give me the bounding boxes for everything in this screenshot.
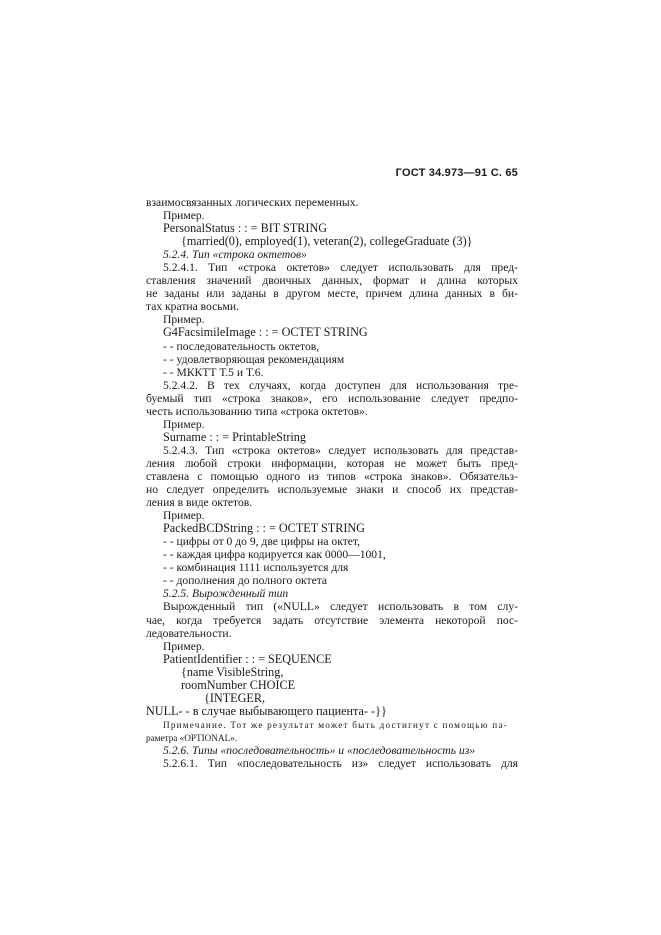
code-line: PatientIdentifier : : = SEQUENCE: [163, 651, 332, 666]
note-line: Примечание. Тот же результат может быть достигнут с помощью па-: [163, 719, 508, 730]
code-line: roomNumber CHOICE: [181, 677, 296, 692]
text-line: 5.2.6.1. Тип «последовательность из» следует использовать для: [163, 756, 518, 770]
text-line: Вырожденный тип («NULL» следует использовать в том слу-: [163, 600, 518, 614]
text-line: ления любой строки информации, которая не может быть пред-: [146, 456, 518, 470]
example-label: Пример.: [163, 639, 205, 653]
text-line: но следует определить используемые знаки и способ их представ-: [146, 483, 518, 497]
text-line: тах кратна восьми.: [146, 300, 239, 314]
example-label: Пример.: [163, 313, 205, 327]
code-comment: - - комбинация 1111 используется для: [163, 561, 349, 575]
text-line: 5.2.4.3. Тип «строка октетов» следует использовать для представ-: [163, 443, 518, 457]
code-comment: - - цифры от 0 до 9, две цифры на октет,: [163, 535, 361, 549]
code-comment: - - дополнения до полного октета: [163, 574, 328, 588]
section-heading: 5.2.6. Типы «последовательность» и «последовательность из»: [163, 743, 476, 757]
code-comment: - - удовлетворяющая рекомендациям: [163, 352, 345, 366]
example-label: Пример.: [163, 209, 205, 223]
example-label: Пример.: [163, 509, 205, 523]
note-line: раметра «OPTIONAL».: [146, 732, 238, 743]
text-line: взаимосвязанных логических переменных.: [146, 196, 359, 209]
code-line: PersonalStatus : : = BIT STRING: [163, 221, 328, 236]
code-line: Surname : : = PrintableString: [163, 429, 306, 444]
text-line: честь использованию типа «строка октетов».: [146, 404, 368, 418]
section-heading: 5.2.5. Вырожденный тип: [163, 587, 289, 601]
code-line: {married(0), employed(1), veteran(2), collegeGraduate (3)}: [181, 234, 473, 249]
example-label: Пример.: [163, 417, 205, 431]
code-line: PackedBCDString : : = OCTET STRING: [163, 521, 365, 536]
code-line: NULL- - в случае выбывающего пациента- -}}: [146, 703, 387, 718]
document-body: [146, 196, 518, 770]
code-line: {INTEGER,: [204, 690, 266, 705]
text-line: ставлена с помощью одного из типов «строка знаков». Обязательз-: [146, 469, 518, 483]
code-comment: - - последовательность октетов,: [163, 339, 320, 353]
page-header: ГОСТ 34.973—91 С. 65: [395, 167, 518, 179]
text-line: 5.2.4.1. Тип «строка октетов» следует использовать для пред-: [163, 261, 518, 275]
text-line: не заданы или заданы в другом месте, причем длина данных в би-: [146, 287, 518, 301]
text-line: чае, когда требуется задать отсутствие элемента некоторой пос-: [146, 613, 518, 627]
code-comment: - - МККТТ Т.5 и Т.6.: [163, 365, 264, 379]
text-line: ледовательности.: [146, 626, 232, 640]
text-line: ставления значений двоичных данных, формат и длина которых: [146, 274, 518, 288]
code-comment: - - каждая цифра кодируется как 0000—1001,: [163, 548, 386, 562]
code-line: {name VisibleString,: [181, 664, 284, 679]
code-line: G4FacsimileImage : : = OCTET STRING: [163, 325, 368, 340]
text-line: буемый тип «строка знаков», его использование следует предпо-: [146, 391, 518, 405]
text-line: 5.2.4.2. В тех случаях, когда доступен для использования тре-: [163, 378, 518, 392]
section-heading: 5.2.4. Тип «строка октетов»: [163, 248, 307, 262]
text-line: ления в виде октетов.: [146, 496, 253, 510]
